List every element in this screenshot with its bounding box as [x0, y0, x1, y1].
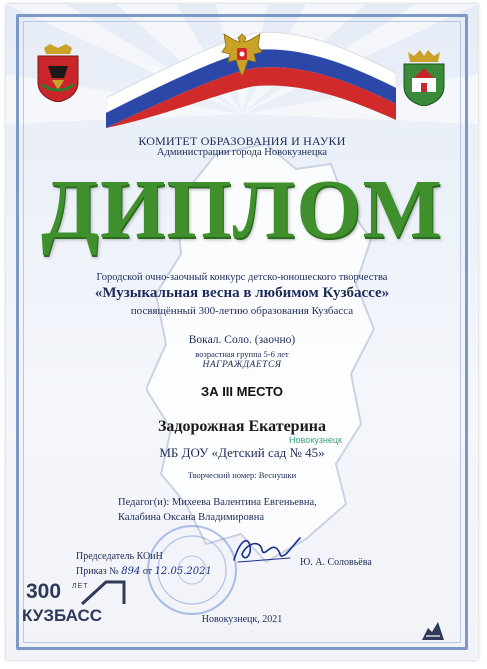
contest-dedication: посвящённый 300-летию образования Кузбасса [130, 305, 354, 317]
committee-title: КОМИТЕТ ОБРАЗОВАНИЯ И НАУКИ [138, 134, 346, 148]
institution-name: МБ ДОУ «Детский сад № 45» [159, 445, 325, 460]
diploma-sheet [6, 4, 478, 660]
teachers-line-2: Калабина Оксана Владимировна [118, 512, 265, 523]
order-line [76, 566, 212, 577]
double-headed-eagle-emblem-icon [220, 30, 264, 78]
city-and-year: Новокузнецк, 2021 [201, 614, 283, 625]
order-from: от [142, 566, 153, 577]
diploma-heading: ДИПЛОМ [41, 163, 443, 256]
order-label: Приказ № [76, 566, 119, 577]
award-place: ЗА III МЕСТО [201, 384, 283, 399]
logo-years: ЛЕТ [72, 583, 89, 590]
awarded-label: НАГРАЖДАЕТСЯ [202, 360, 282, 370]
teachers-line-1: Педагог(и): Михеева Валентина Евгеньевна, [118, 497, 317, 508]
logo-number: 300 [26, 580, 62, 603]
administration-subtitle: Администрации города Новокузнецка [156, 147, 328, 158]
winner-name: Задорожная Екатерина [157, 418, 327, 435]
novokuznetsk-city-coat-of-arms-icon [402, 50, 446, 106]
chair-label: Председатель КОиН [76, 551, 163, 562]
handwritten-signature [230, 532, 304, 568]
contest-description: Городской очно-заочный конкурс детско-юношеского творчества [96, 272, 388, 283]
order-date: 12.05.2021 [154, 566, 212, 577]
creative-number: Творческий номер: Веснушки [187, 470, 297, 480]
kemerovo-region-coat-of-arms-icon [34, 44, 82, 102]
organizer-corner-logo-icon [420, 620, 446, 642]
teachers-block [118, 495, 317, 525]
contest-name: «Музыкальная весна в любимом Кузбассе» [94, 285, 390, 301]
age-group: возрастная группа 5-6 лет [195, 349, 289, 359]
order-number: 894 [121, 566, 141, 577]
logo-region: КУЗБАСС [22, 606, 103, 625]
map-city-label: Новокузнецк [289, 435, 342, 445]
nomination: Вокал. Соло. (заочно) [188, 334, 296, 346]
signer-name: Ю. А. Соловьёва [300, 557, 372, 568]
